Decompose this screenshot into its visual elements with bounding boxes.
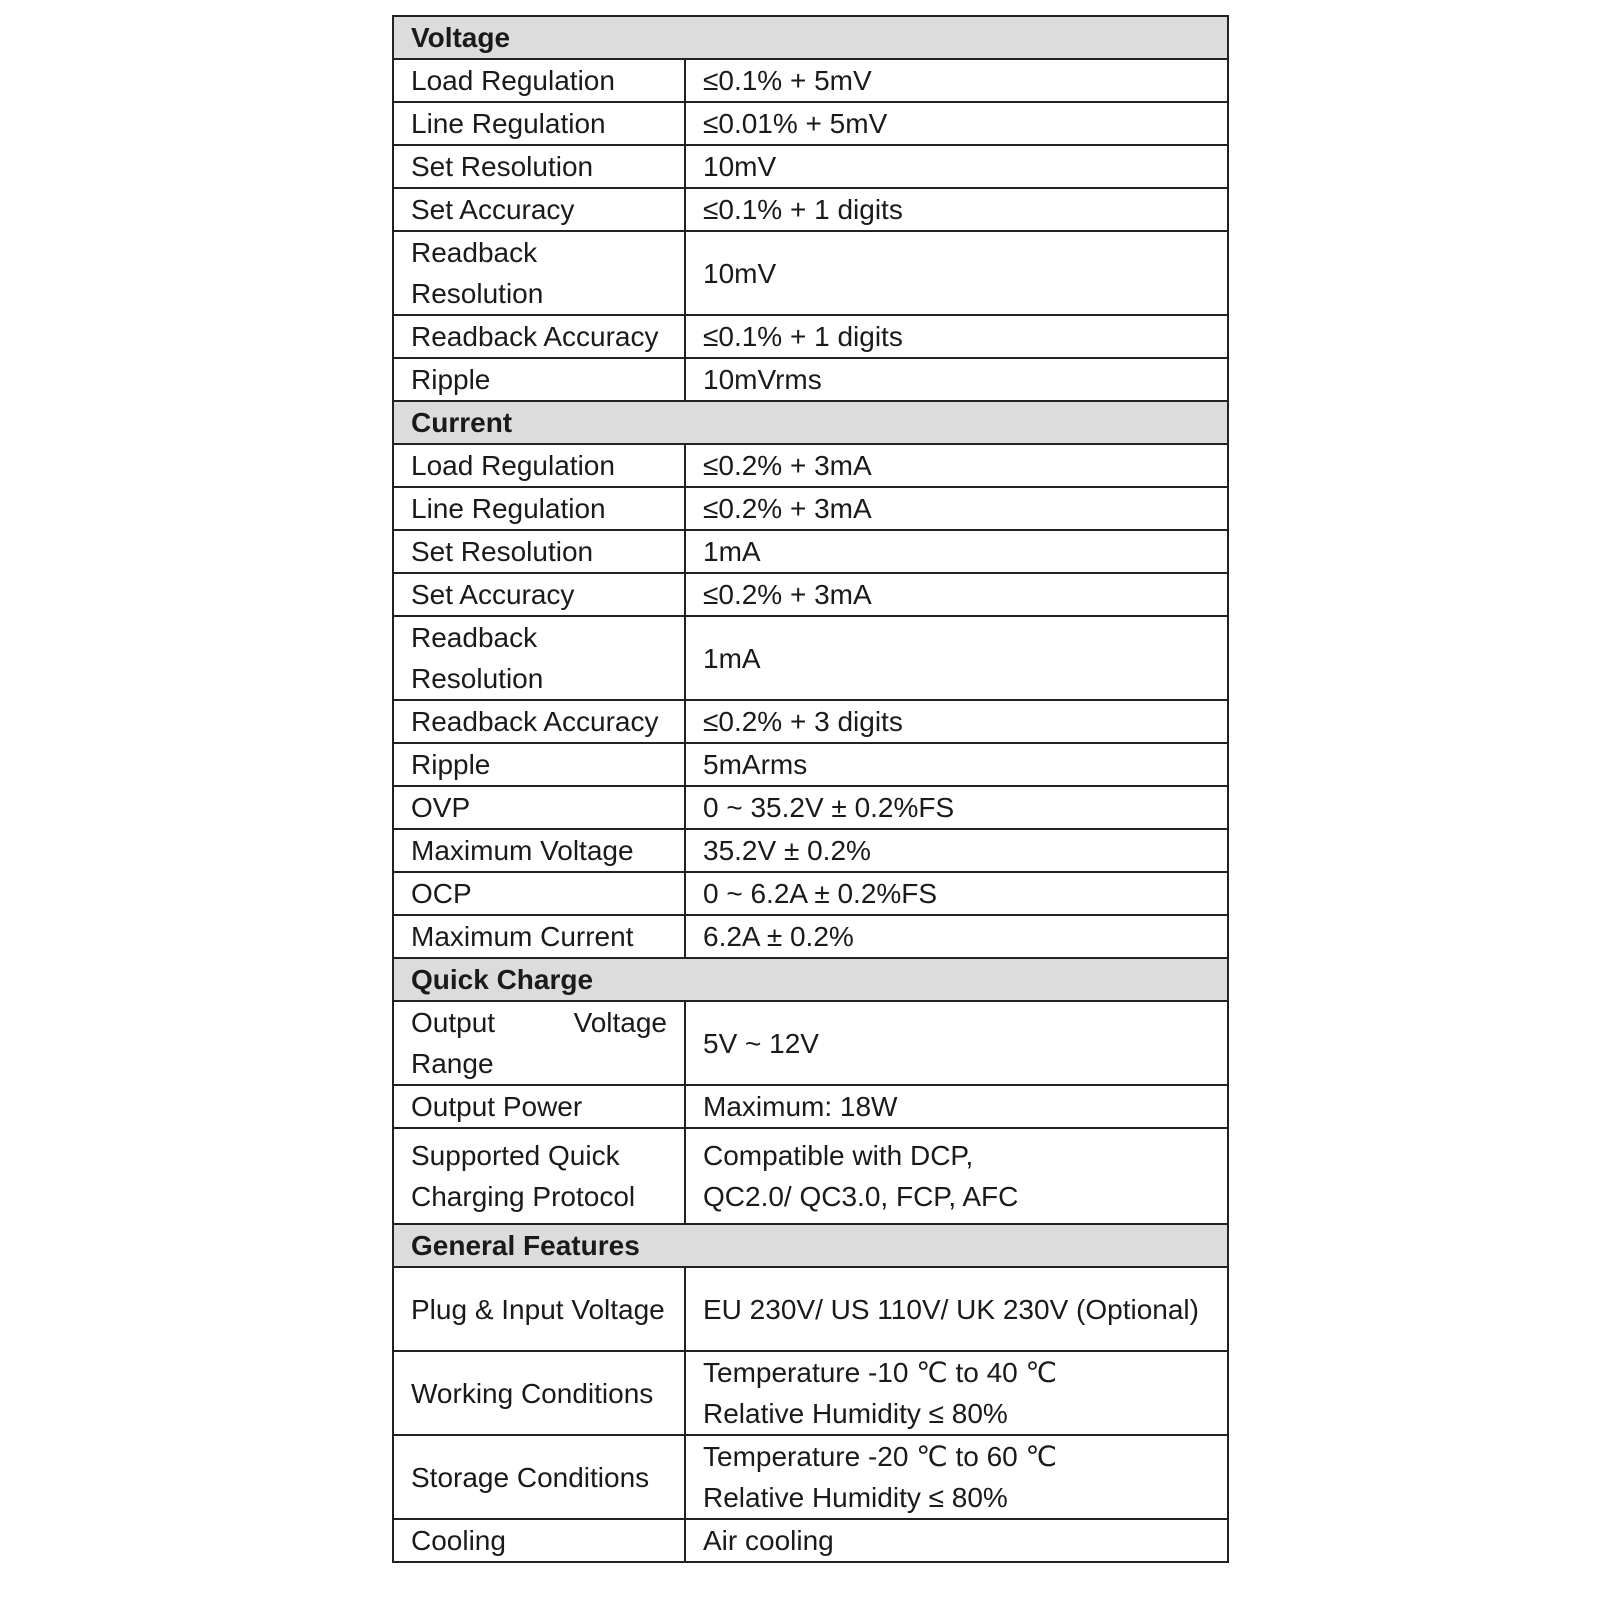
section-header-quick-charge <box>393 958 1228 1001</box>
spec-value: Maximum: 18W <box>685 1085 1228 1128</box>
spec-label: Plug & Input Voltage <box>393 1267 685 1351</box>
spec-label <box>393 231 685 315</box>
spec-value: ≤0.1% + 1 digits <box>685 188 1228 231</box>
spec-label: Line Regulation <box>393 487 685 530</box>
spec-value: 10mV <box>685 145 1228 188</box>
spec-value: 5mArms <box>685 743 1228 786</box>
spec-label: Storage Conditions <box>393 1435 685 1519</box>
table-row <box>393 1267 1228 1351</box>
spec-value: ≤0.2% + 3mA <box>685 444 1228 487</box>
section-header-general-features <box>393 1224 1228 1267</box>
table-row <box>393 487 1228 530</box>
spec-value-line: Compatible with DCP, <box>703 1140 974 1171</box>
spec-label: Set Resolution <box>393 530 685 573</box>
spec-value-line: QC2.0/ QC3.0, FCP, AFC <box>703 1181 1019 1212</box>
table-row <box>393 530 1228 573</box>
spec-label: Maximum Voltage <box>393 829 685 872</box>
table-row <box>393 188 1228 231</box>
spec-value: 0 ~ 6.2A ± 0.2%FS <box>685 872 1228 915</box>
spec-value: ≤0.2% + 3 digits <box>685 700 1228 743</box>
spec-label-line: Supported Quick <box>411 1140 620 1171</box>
spec-value-line: Temperature -10 ℃ to 40 ℃ <box>703 1357 1057 1388</box>
table-row <box>393 1435 1228 1519</box>
spec-label-line: Charging Protocol <box>411 1181 636 1212</box>
spec-label: OVP <box>393 786 685 829</box>
table-row <box>393 915 1228 958</box>
spec-label: OCP <box>393 872 685 915</box>
spec-label <box>393 1001 685 1085</box>
table-row <box>393 444 1228 487</box>
spec-value <box>685 1128 1228 1224</box>
table-row <box>393 231 1228 315</box>
spec-label-line: Readback <box>411 622 538 653</box>
table-row <box>393 1001 1228 1085</box>
table-row <box>393 743 1228 786</box>
spec-value <box>685 1351 1228 1435</box>
spec-label: Set Resolution <box>393 145 685 188</box>
table-row <box>393 616 1228 700</box>
table-row <box>393 59 1228 102</box>
spec-value: 1mA <box>685 616 1228 700</box>
spec-label: Readback Accuracy <box>393 315 685 358</box>
spec-label-line: Resolution <box>411 663 544 694</box>
spec-label-text: Output Voltage Range <box>411 1007 667 1079</box>
spec-value: 10mV <box>685 231 1228 315</box>
spec-label: Ripple <box>393 743 685 786</box>
section-title: General Features <box>393 1224 1228 1267</box>
section-title: Quick Charge <box>393 958 1228 1001</box>
spec-label-line: Readback <box>411 237 538 268</box>
spec-label: Set Accuracy <box>393 188 685 231</box>
table-row <box>393 315 1228 358</box>
spec-value-line: Temperature -20 ℃ to 60 ℃ <box>703 1441 1057 1472</box>
spec-label: Cooling <box>393 1519 685 1562</box>
spec-value: 1mA <box>685 530 1228 573</box>
spec-value: 10mVrms <box>685 358 1228 401</box>
table-row <box>393 1351 1228 1435</box>
spec-value: ≤0.1% + 5mV <box>685 59 1228 102</box>
table-row <box>393 1519 1228 1562</box>
table-row <box>393 700 1228 743</box>
section-title: Voltage <box>393 16 1228 59</box>
table-row <box>393 102 1228 145</box>
spec-label: Load Regulation <box>393 444 685 487</box>
spec-value: 35.2V ± 0.2% <box>685 829 1228 872</box>
spec-label: Working Conditions <box>393 1351 685 1435</box>
table-row <box>393 358 1228 401</box>
spec-value: 5V ~ 12V <box>685 1001 1228 1085</box>
spec-value: ≤0.2% + 3mA <box>685 573 1228 616</box>
spec-value: EU 230V/ US 110V/ UK 230V (Optional) <box>685 1267 1228 1351</box>
table-row <box>393 829 1228 872</box>
spec-value: 6.2A ± 0.2% <box>685 915 1228 958</box>
spec-value-line: Relative Humidity ≤ 80% <box>703 1482 1008 1513</box>
spec-value <box>685 1435 1228 1519</box>
spec-label <box>393 616 685 700</box>
section-header-current <box>393 401 1228 444</box>
spec-label: Load Regulation <box>393 59 685 102</box>
table-row <box>393 573 1228 616</box>
spec-value-line: Relative Humidity ≤ 80% <box>703 1398 1008 1429</box>
spec-label: Readback Accuracy <box>393 700 685 743</box>
table-row <box>393 872 1228 915</box>
table-row <box>393 1128 1228 1224</box>
spec-label: Ripple <box>393 358 685 401</box>
spec-value: ≤0.1% + 1 digits <box>685 315 1228 358</box>
spec-label: Output Power <box>393 1085 685 1128</box>
spec-value: 0 ~ 35.2V ± 0.2%FS <box>685 786 1228 829</box>
spec-table <box>392 15 1229 1563</box>
spec-value: ≤0.01% + 5mV <box>685 102 1228 145</box>
table-row <box>393 786 1228 829</box>
spec-label: Line Regulation <box>393 102 685 145</box>
spec-label-line: Resolution <box>411 278 544 309</box>
section-header-voltage <box>393 16 1228 59</box>
spec-label <box>393 1128 685 1224</box>
table-row <box>393 145 1228 188</box>
spec-value: ≤0.2% + 3mA <box>685 487 1228 530</box>
section-title: Current <box>393 401 1228 444</box>
spec-label: Set Accuracy <box>393 573 685 616</box>
spec-label: Maximum Current <box>393 915 685 958</box>
table-row <box>393 1085 1228 1128</box>
spec-value: Air cooling <box>685 1519 1228 1562</box>
